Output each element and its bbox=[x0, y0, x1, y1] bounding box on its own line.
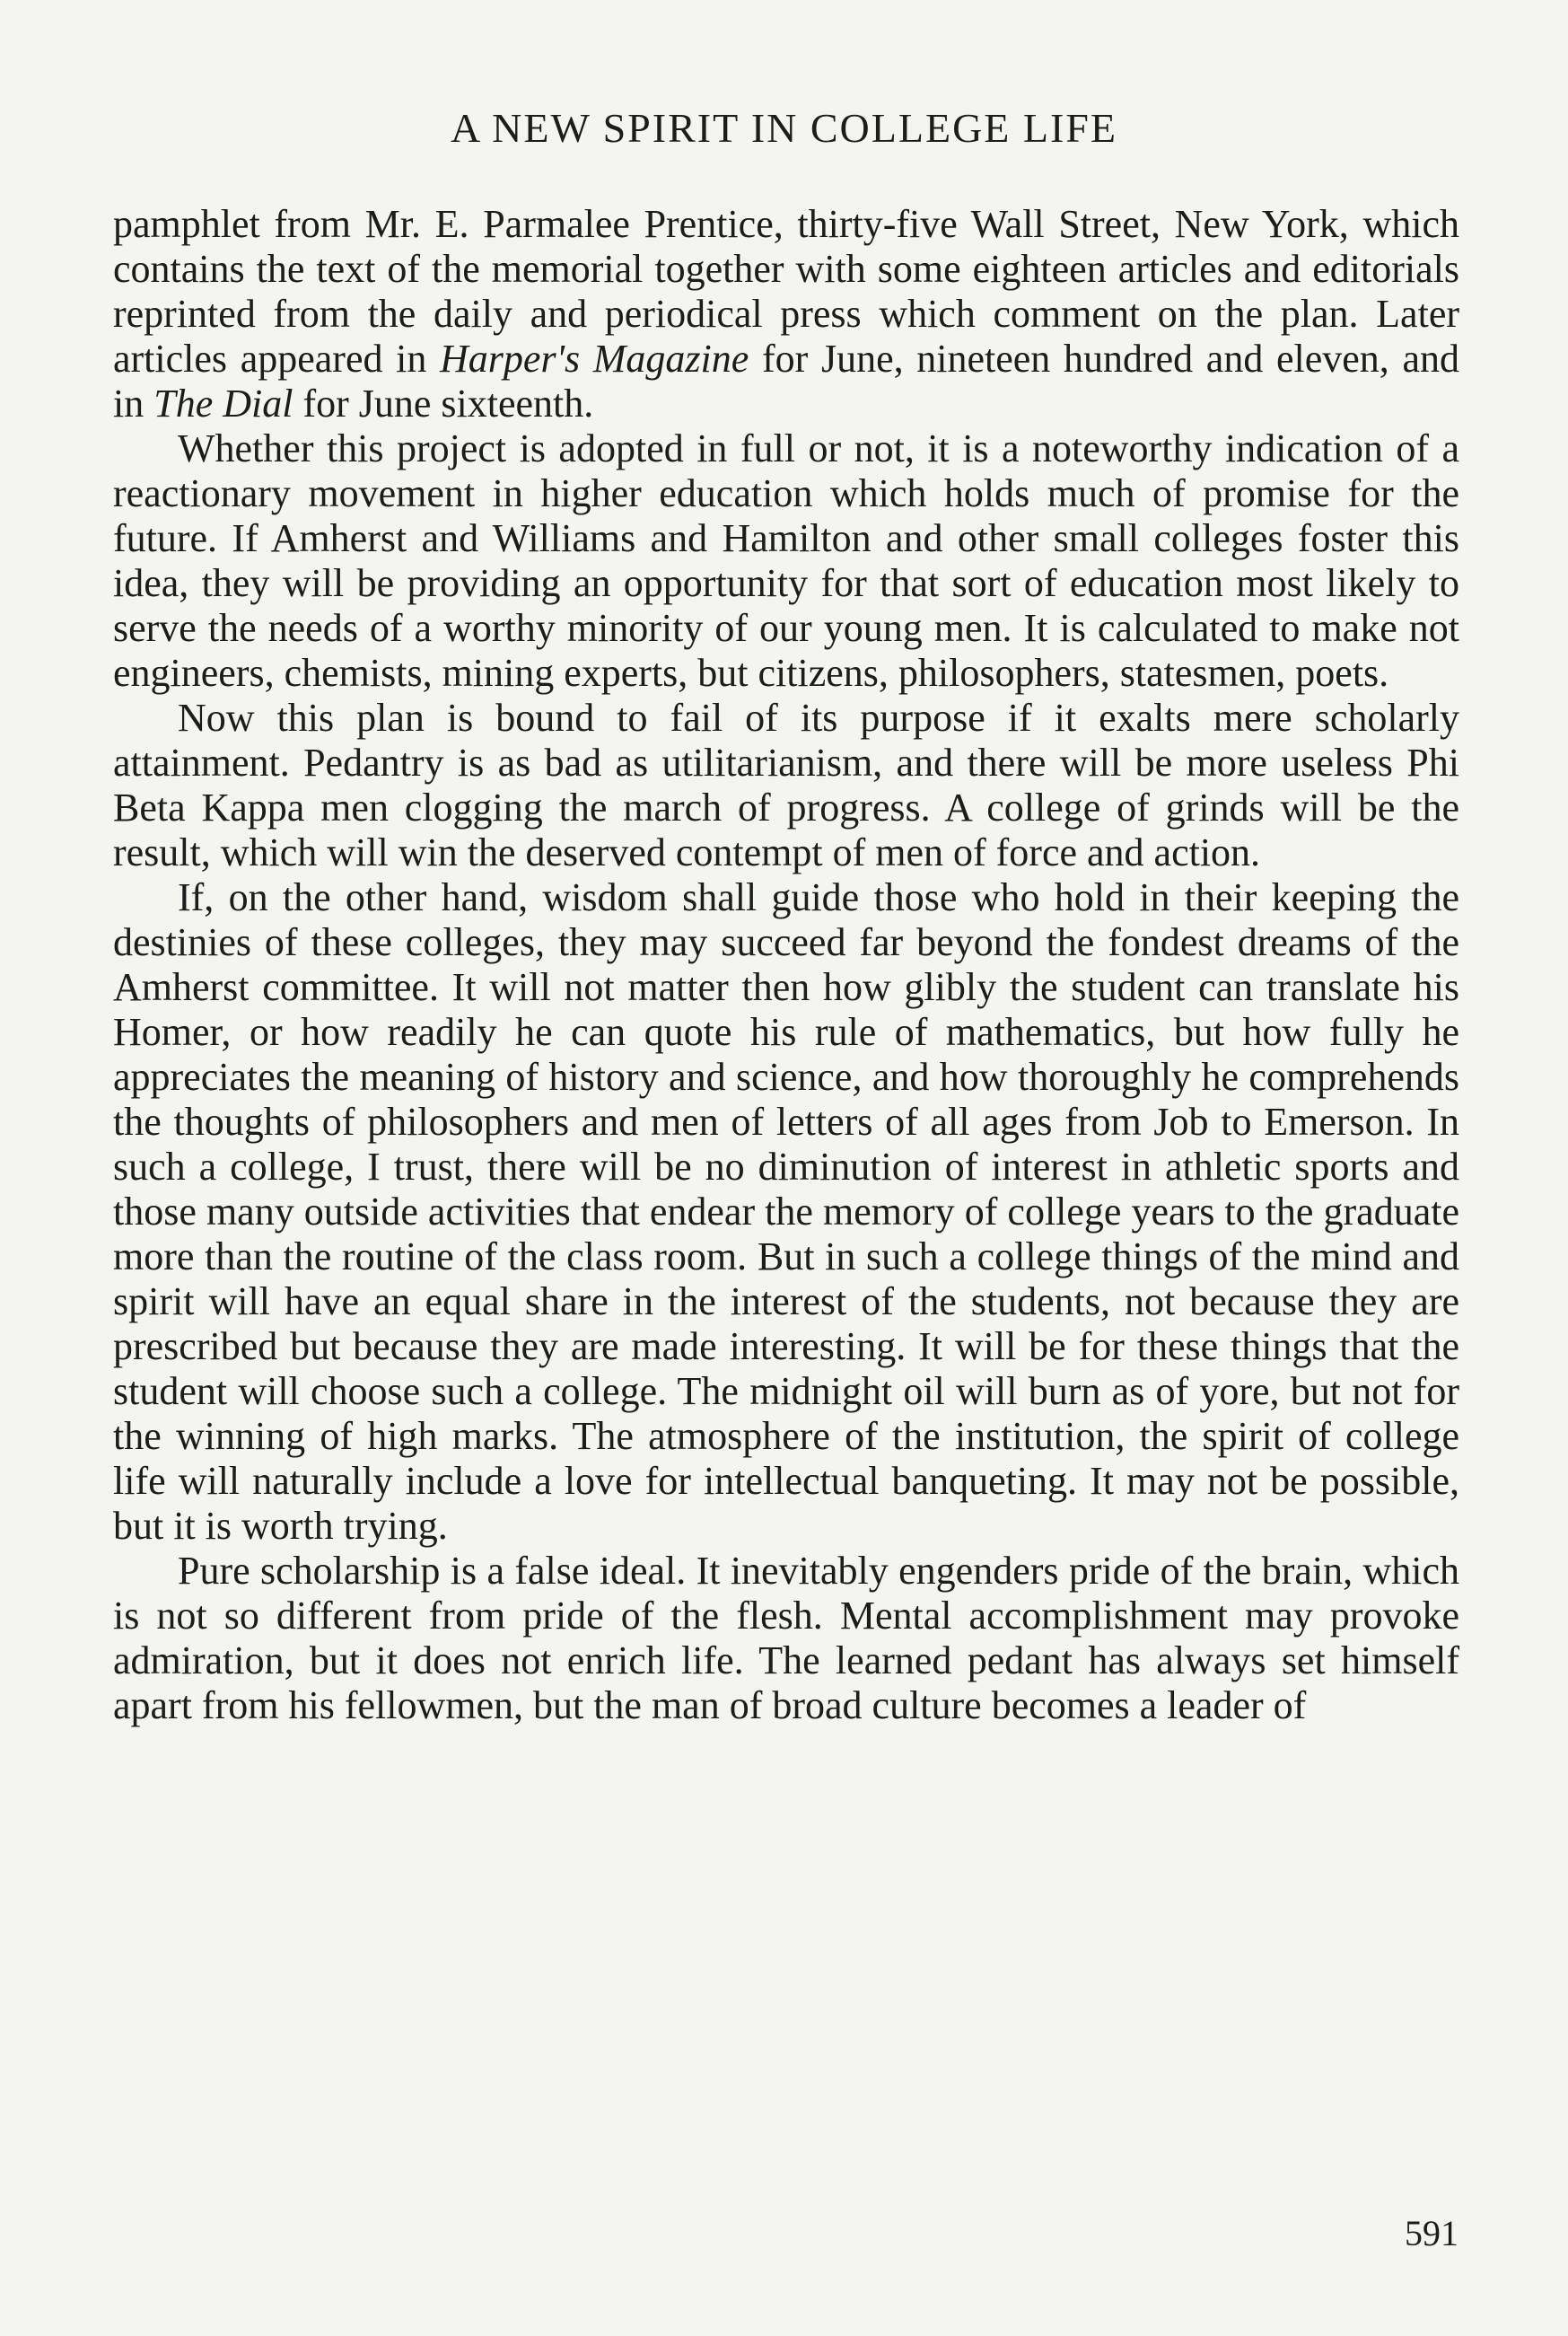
running-head: A NEW SPIRIT IN COLLEGE LIFE bbox=[451, 105, 1117, 151]
body-text bbox=[113, 202, 1459, 1728]
paragraph-1 bbox=[113, 202, 1459, 426]
harpers-magazine-title: Harper's Magazine bbox=[440, 337, 749, 381]
paragraph-1-text-c: for June sixteenth. bbox=[293, 382, 594, 426]
paragraph-1-text-a: pamphlet from Mr. E. Parmalee Prentice, thirty-five Wall Street, New York, which contains the text of the memorial together with some eighteen articles and editorials reprinted from the daily and periodical press which comment on the plan. Later articles appeared in bbox=[113, 202, 1459, 381]
page-number: 591 bbox=[1405, 2213, 1459, 2253]
the-dial-title: The Dial bbox=[153, 382, 293, 426]
paragraph-4: If, on the other hand, wisdom shall guide those who hold in their keeping the destinies of these colleges, they may succeed far beyond the fondest dreams of the Amherst committee. It will not matter then how glibly the student can translate his Homer, or how readily he can quote his rule of mathematics, but how fully he appreciates the meaning of history and science, and how thoroughly he comprehends the thoughts of philosophers and men of letters of all ages from Job to Emerson. In such a college, I trust, there will be no diminution of interest in athletic sports and those many outside activities that endear the memory of college years to the graduate more than the routine of the class room. But in such a college things of the mind and spirit will have an equal share in the interest of the students, not because they are prescribed but because they are made interesting. It will be for these things that the student will choose such a college. The midnight oil will burn as of yore, but not for the winning of high marks. The atmosphere of the institution, the spirit of college life will naturally include a love for intellectual banqueting. It may not be possible, but it is worth trying. bbox=[113, 875, 1459, 1548]
paragraph-2: Whether this project is adopted in full or not, it is a noteworthy indication of a reactionary movement in higher education which holds much of promise for the future. If Amherst and Williams and Hamilton and other small colleges foster this idea, they will be providing an opportunity for that sort of education most likely to serve the needs of a worthy minority of our young men. It is calculated to make not engineers, chemists, mining experts, but citizens, philosophers, statesmen, poets. bbox=[113, 426, 1459, 695]
paragraph-5: Pure scholarship is a false ideal. It inevitably engenders pride of the brain, which is not so different from pride of the flesh. Mental accomplishment may provoke admiration, but it does not enrich life. The learned pedant has always set himself apart from his fellowmen, but the man of broad culture becomes a leader of bbox=[113, 1549, 1459, 1727]
paragraph-3: Now this plan is bound to fail of its purpose if it exalts mere scholarly attainment. Pedantry is as bad as utilitarianism, and there will be more useless Phi Beta Kappa men clogging the march of progress. A college of grinds will be the result, which will win the deserved contempt of men of force and action. bbox=[113, 696, 1459, 874]
paragraph-1-text-b: for June, nineteen hundred and eleven, and in bbox=[113, 337, 1460, 426]
